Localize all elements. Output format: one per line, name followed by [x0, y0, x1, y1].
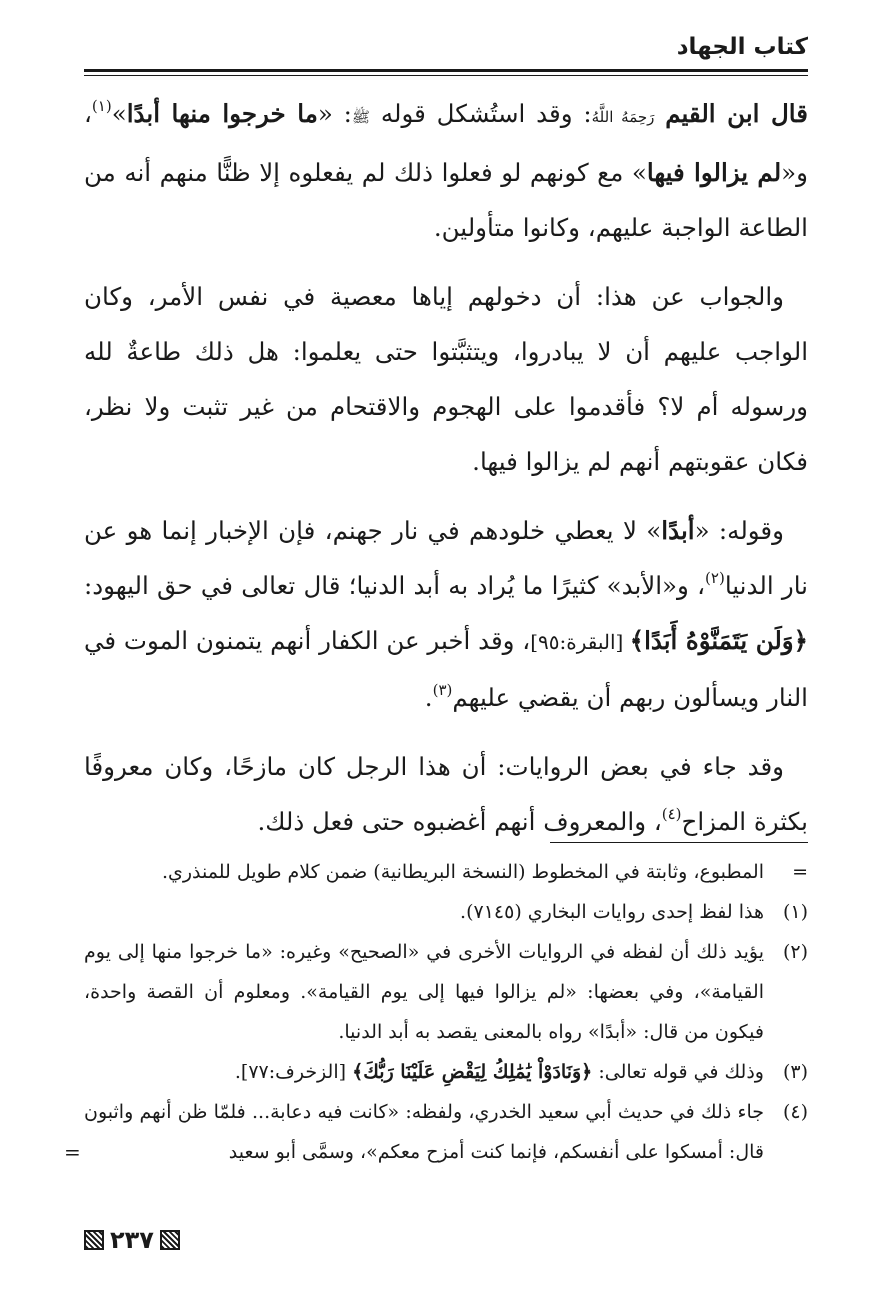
text-span: . — [424, 683, 433, 712]
paragraph-3 — [84, 503, 808, 725]
footnote-text: هذا لفظ إحدى روايات البخاري (٧١٤٥). — [460, 901, 764, 923]
footnote-3 — [84, 1052, 808, 1092]
quoted-word: أبدًا — [661, 516, 695, 545]
footnote-4 — [64, 1092, 808, 1172]
footnote-continued — [84, 852, 808, 892]
footnote-number: (٣) — [782, 1061, 808, 1083]
text-span: وقوله: « — [694, 516, 784, 545]
continuation-mark: = — [792, 861, 808, 883]
footnotes — [64, 852, 808, 1172]
footnote-text: يؤيد ذلك أن لفظه في الروايات الأخرى في «الصحيح» وغيره: «ما خرجوا منها إلى يوم القيامة»، وفي بعضها: «لم يزالوا فيها إلى يوم القيامة». ومعلوم أن القصة واحدة، فيكون من قال: «أبدًا» رواه بالمعنى يقصد به أبد الدنيا. — [84, 941, 764, 1043]
ornament-icon — [160, 1230, 180, 1250]
footnote-2 — [84, 932, 808, 1052]
text-span: » مع كونهم لو فعلوا ذلك لم يفعلوه إلا ظنًّا منهم أنه من الطاعة الواجبة عليهم، وكانوا متأولين. — [84, 158, 808, 242]
footnote-text: المطبوع، وثابتة في المخطوط (النسخة البريطانية) ضمن كلام طويل للمنذري. — [161, 861, 764, 883]
footnote-text: جاء ذلك في حديث أبي سعيد الخدري، ولفظه: «كانت فيه دعابة... فلمّا ظن أنهم واثبون قال: أمسكوا على أنفسكم، فإنما كنت أمزح معكم»، وسمَّى أبو سعيد — [84, 1101, 764, 1163]
page-number: ٢٣٧ — [110, 1226, 154, 1254]
paragraph-2: والجواب عن هذا: أن دخولهم إياها معصية في نفس الأمر، وكان الواجب عليهم أن لا يبادروا، ويتثبَّتوا حتى يعلموا: هل ذلك طاعةٌ لله ورسوله أم لا؟ فأقدموا على الهجوم والاقتحام من غير تثبت ولا نظر، فكان عقوبتهم أنهم لم يزالوا فيها. — [84, 282, 808, 476]
text-span: ، والمعروف أنهم أغضبوه حتى فعل ذلك. — [257, 807, 662, 836]
text-span: ، وقد أخبر عن الكفار أنهم يتمنون الموت في النار ويسألون ربهم أن يقضي عليهم — [84, 626, 808, 712]
text-span: : « — [317, 99, 352, 128]
header-rule-thin — [84, 75, 808, 76]
footnote-text: وذلك في قوله تعالى: — [592, 1061, 764, 1083]
footnote-1 — [84, 892, 808, 932]
quoted-author: قال ابن القيم — [665, 99, 808, 128]
text-span: ، و« — [84, 99, 808, 187]
hadith-quote: ما خرجوا منها أبدًا — [126, 99, 318, 128]
paragraph-4 — [84, 739, 808, 849]
honorific: رَحِمَهُ اللَّهُ — [591, 108, 655, 126]
text-span: وقد جاء في بعض الروايات: أن هذا الرجل كان مازحًا، وكان معروفًا بكثرة المزاح — [84, 752, 808, 836]
salutation-mark: ﷺ — [351, 108, 371, 126]
page-number-block — [84, 1226, 180, 1254]
paragraph-1 — [84, 86, 808, 255]
continuation-mark: = — [64, 1140, 81, 1164]
hadith-quote: لم يزالوا فيها — [646, 158, 782, 187]
header-rule-thick — [84, 69, 808, 72]
text-span: » — [111, 99, 127, 128]
footnote-ref-4[interactable]: (٤) — [661, 805, 682, 823]
verse-reference: [البقرة:٩٥] — [530, 630, 630, 654]
footnote-ref-2[interactable]: (٢) — [705, 569, 725, 587]
footnote-number: (٢) — [782, 941, 808, 963]
footnote-separator — [550, 842, 808, 843]
footnote-ref-3[interactable]: (٣) — [432, 681, 453, 699]
footnote-number: (١) — [782, 901, 808, 923]
footnote-ref-1[interactable]: (١) — [91, 97, 112, 115]
main-text — [84, 86, 808, 863]
quran-verse: ﴿وَنَادَوْاْ يَٰمَٰلِكُ لِيَقْضِ عَلَيْنَا رَبُّكَ﴾ — [352, 1061, 593, 1083]
quran-verse: ﴿وَلَن يَتَمَنَّوْهُ أَبَدًا﴾ — [629, 626, 808, 655]
ornament-icon — [84, 1230, 104, 1250]
footnote-number: (٤) — [782, 1101, 808, 1123]
text-span: : وقد استُشكل قوله — [370, 99, 592, 128]
text-span: » لا يعطي خلودهم في نار جهنم، فإن الإخبار إنما هو عن نار الدنيا — [84, 516, 808, 600]
running-head: كتاب الجهاد — [676, 34, 808, 60]
text-span: ، و«الأبد» كثيرًا ما يُراد به أبد الدنيا؛ قال تعالى في حق اليهود: — [84, 571, 706, 600]
footnote-text: [الزخرف:٧٧]. — [234, 1061, 353, 1083]
